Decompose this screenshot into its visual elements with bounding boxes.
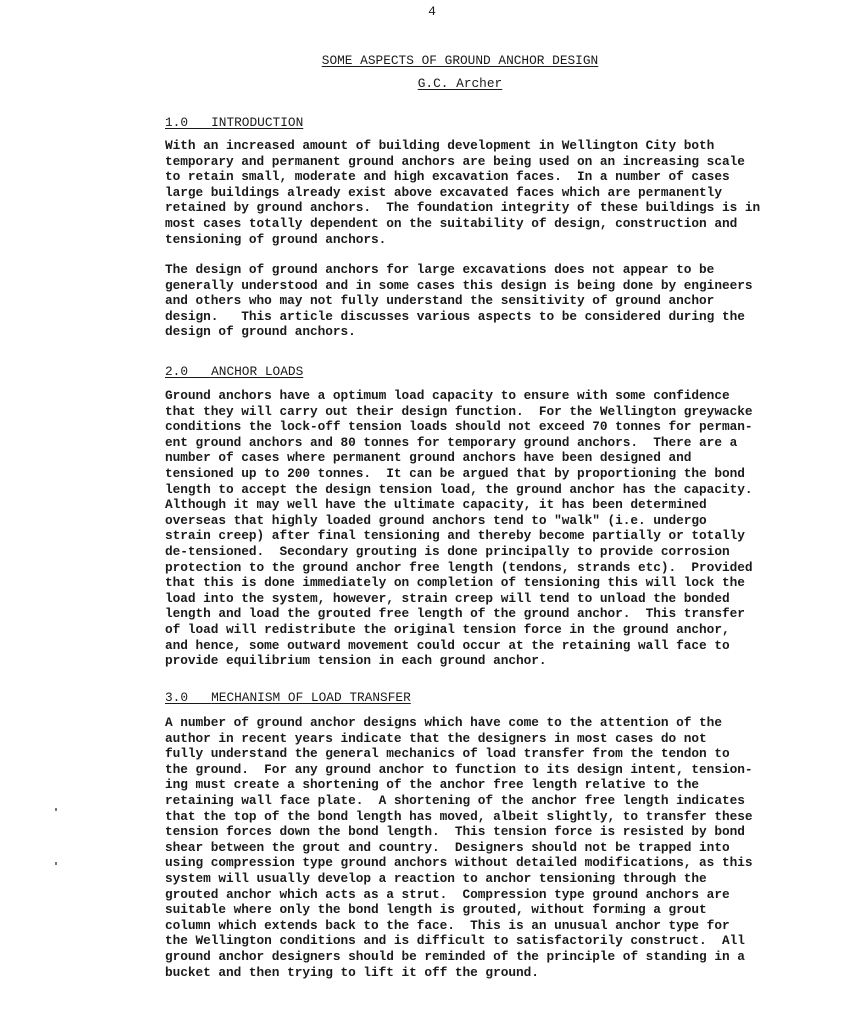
text-line: ent ground anchors and 80 tonnes for temporary ground anchors. There are a [165,434,738,450]
text-line: conditions the lock-off tension loads should not exceed 70 tonnes for perman- [165,419,753,435]
text-line: overseas that highly loaded ground anchors tend to "walk" (i.e. undergo [165,512,707,528]
text-line: and others who may not fully understand the sensitivity of ground anchor [165,293,715,309]
section-title: ANCHOR LOADS [211,364,304,379]
document-title: SOME ASPECTS OF GROUND ANCHOR DESIGN [321,53,599,68]
text-line: bucket and then trying to lift it off the ground. [165,964,539,980]
text-line: column which extends back to the face. This is an unusual anchor type for [165,917,730,933]
text-line: and hence, some outward movement could occur at the retaining wall face to [165,637,730,653]
text-line: the ground. For any ground anchor to function to its design intent, tension- [165,761,753,777]
text-line: that they will carry out their design function. For the Wellington greywacke [165,403,753,419]
text-line: grouted anchor which acts as a strut. Compression type ground anchors are [165,886,730,902]
text-line: that the top of the bond length has moved, albeit slightly, to transfer these [165,808,753,824]
text-line: the Wellington conditions and is difficult to satisfactorily construct. All [165,933,745,949]
text-line: ground anchor designers should be reminded of the principle of standing in a [165,948,745,964]
text-line: strain creep) after final tensioning and thereby become partially or totally [165,528,745,544]
text-line: With an increased amount of building development in Wellington City both [165,138,715,153]
text-line: temporary and permanent ground anchors are being used on an increasing scale [165,153,745,169]
text-line: generally understood and in some cases this design is being done by engineers [165,277,753,293]
text-line: tensioning of ground anchors. [165,231,387,247]
text-line: large buildings already exist above excavated faces which are permanently [165,184,722,200]
text-line: that this is done immediately on completion of tensioning this will lock the [165,575,745,591]
section-number: 1.0 [165,115,189,130]
text-line: system will usually develop a reaction to anchor tensioning through the [165,870,707,886]
text-line: design of ground anchors. [165,324,356,340]
text-line: shear between the grout and country. Designers should not be trapped into [165,839,730,855]
text-line: Although it may well have the ultimate capacity, it has been determined [165,497,707,513]
text-line: suitable where only the bond length is grouted, without forming a grout [165,902,707,918]
section-number: 2.0 [165,364,189,379]
scan-speck [55,862,57,865]
section-heading-introduction [165,115,303,130]
text-line: to retain small, moderate and high excavation faces. In a number of cases [165,169,730,185]
text-line: ing must create a shortening of the anchor free length relative to the [165,777,700,793]
section-title: MECHANISM OF LOAD TRANSFER [211,690,411,705]
text-line: tension forces down the bond length. This tension force is resisted by bond [165,824,745,840]
section-heading-anchor-loads [165,364,303,379]
section-title: INTRODUCTION [211,115,304,130]
text-line: The design of ground anchors for large excavations does not appear to be [165,262,715,277]
text-line: of load will redistribute the original tension force in the ground anchor, [165,621,730,637]
text-line: author in recent years indicate that the designers in most cases do not [165,730,707,746]
text-line: fully understand the general mechanics of load transfer from the tendon to [165,746,730,762]
paragraph-anchor-loads [165,388,752,669]
text-line: de-tensioned. Secondary grouting is done principally to provide corrosion [165,543,730,559]
paragraph-introduction-1 [165,138,760,247]
page-number: 4 [428,4,436,19]
text-line: length to accept the design tension load, the ground anchor has the capacity. [165,481,753,497]
text-line: length and load the grouted free length of the ground anchor. This transfer [165,606,745,622]
text-line: load into the system, however, strain creep will tend to unload the bonded [165,590,730,606]
text-line: provide equilibrium tension in each ground anchor. [165,653,547,669]
scan-speck [55,808,57,811]
text-line: retaining wall face plate. A shortening of the anchor free length indicates [165,792,745,808]
text-line: using compression type ground anchors without detailed modifications, as this [165,855,753,871]
text-line: number of cases where permanent ground anchors have been designed and [165,450,692,466]
text-line: tensioned up to 200 tonnes. It can be argued that by proportioning the bond [165,465,745,481]
section-heading-load-transfer [165,690,411,705]
section-number: 3.0 [165,690,189,705]
text-line: design. This article discusses various aspects to be considered during the [165,308,745,324]
text-line: protection to the ground anchor free length (tendons, strands etc). Provided [165,559,753,575]
paragraph-introduction-2 [165,262,752,340]
author: G.C. Archer [417,76,503,91]
paragraph-load-transfer [165,715,752,980]
text-line: retained by ground anchors. The foundation integrity of these buildings is in [165,200,761,216]
text-line: Ground anchors have a optimum load capacity to ensure with some confidence [165,388,730,403]
text-line: most cases totally dependent on the suitability of design, construction and [165,215,738,231]
text-line: A number of ground anchor designs which have come to the attention of the [165,715,722,730]
